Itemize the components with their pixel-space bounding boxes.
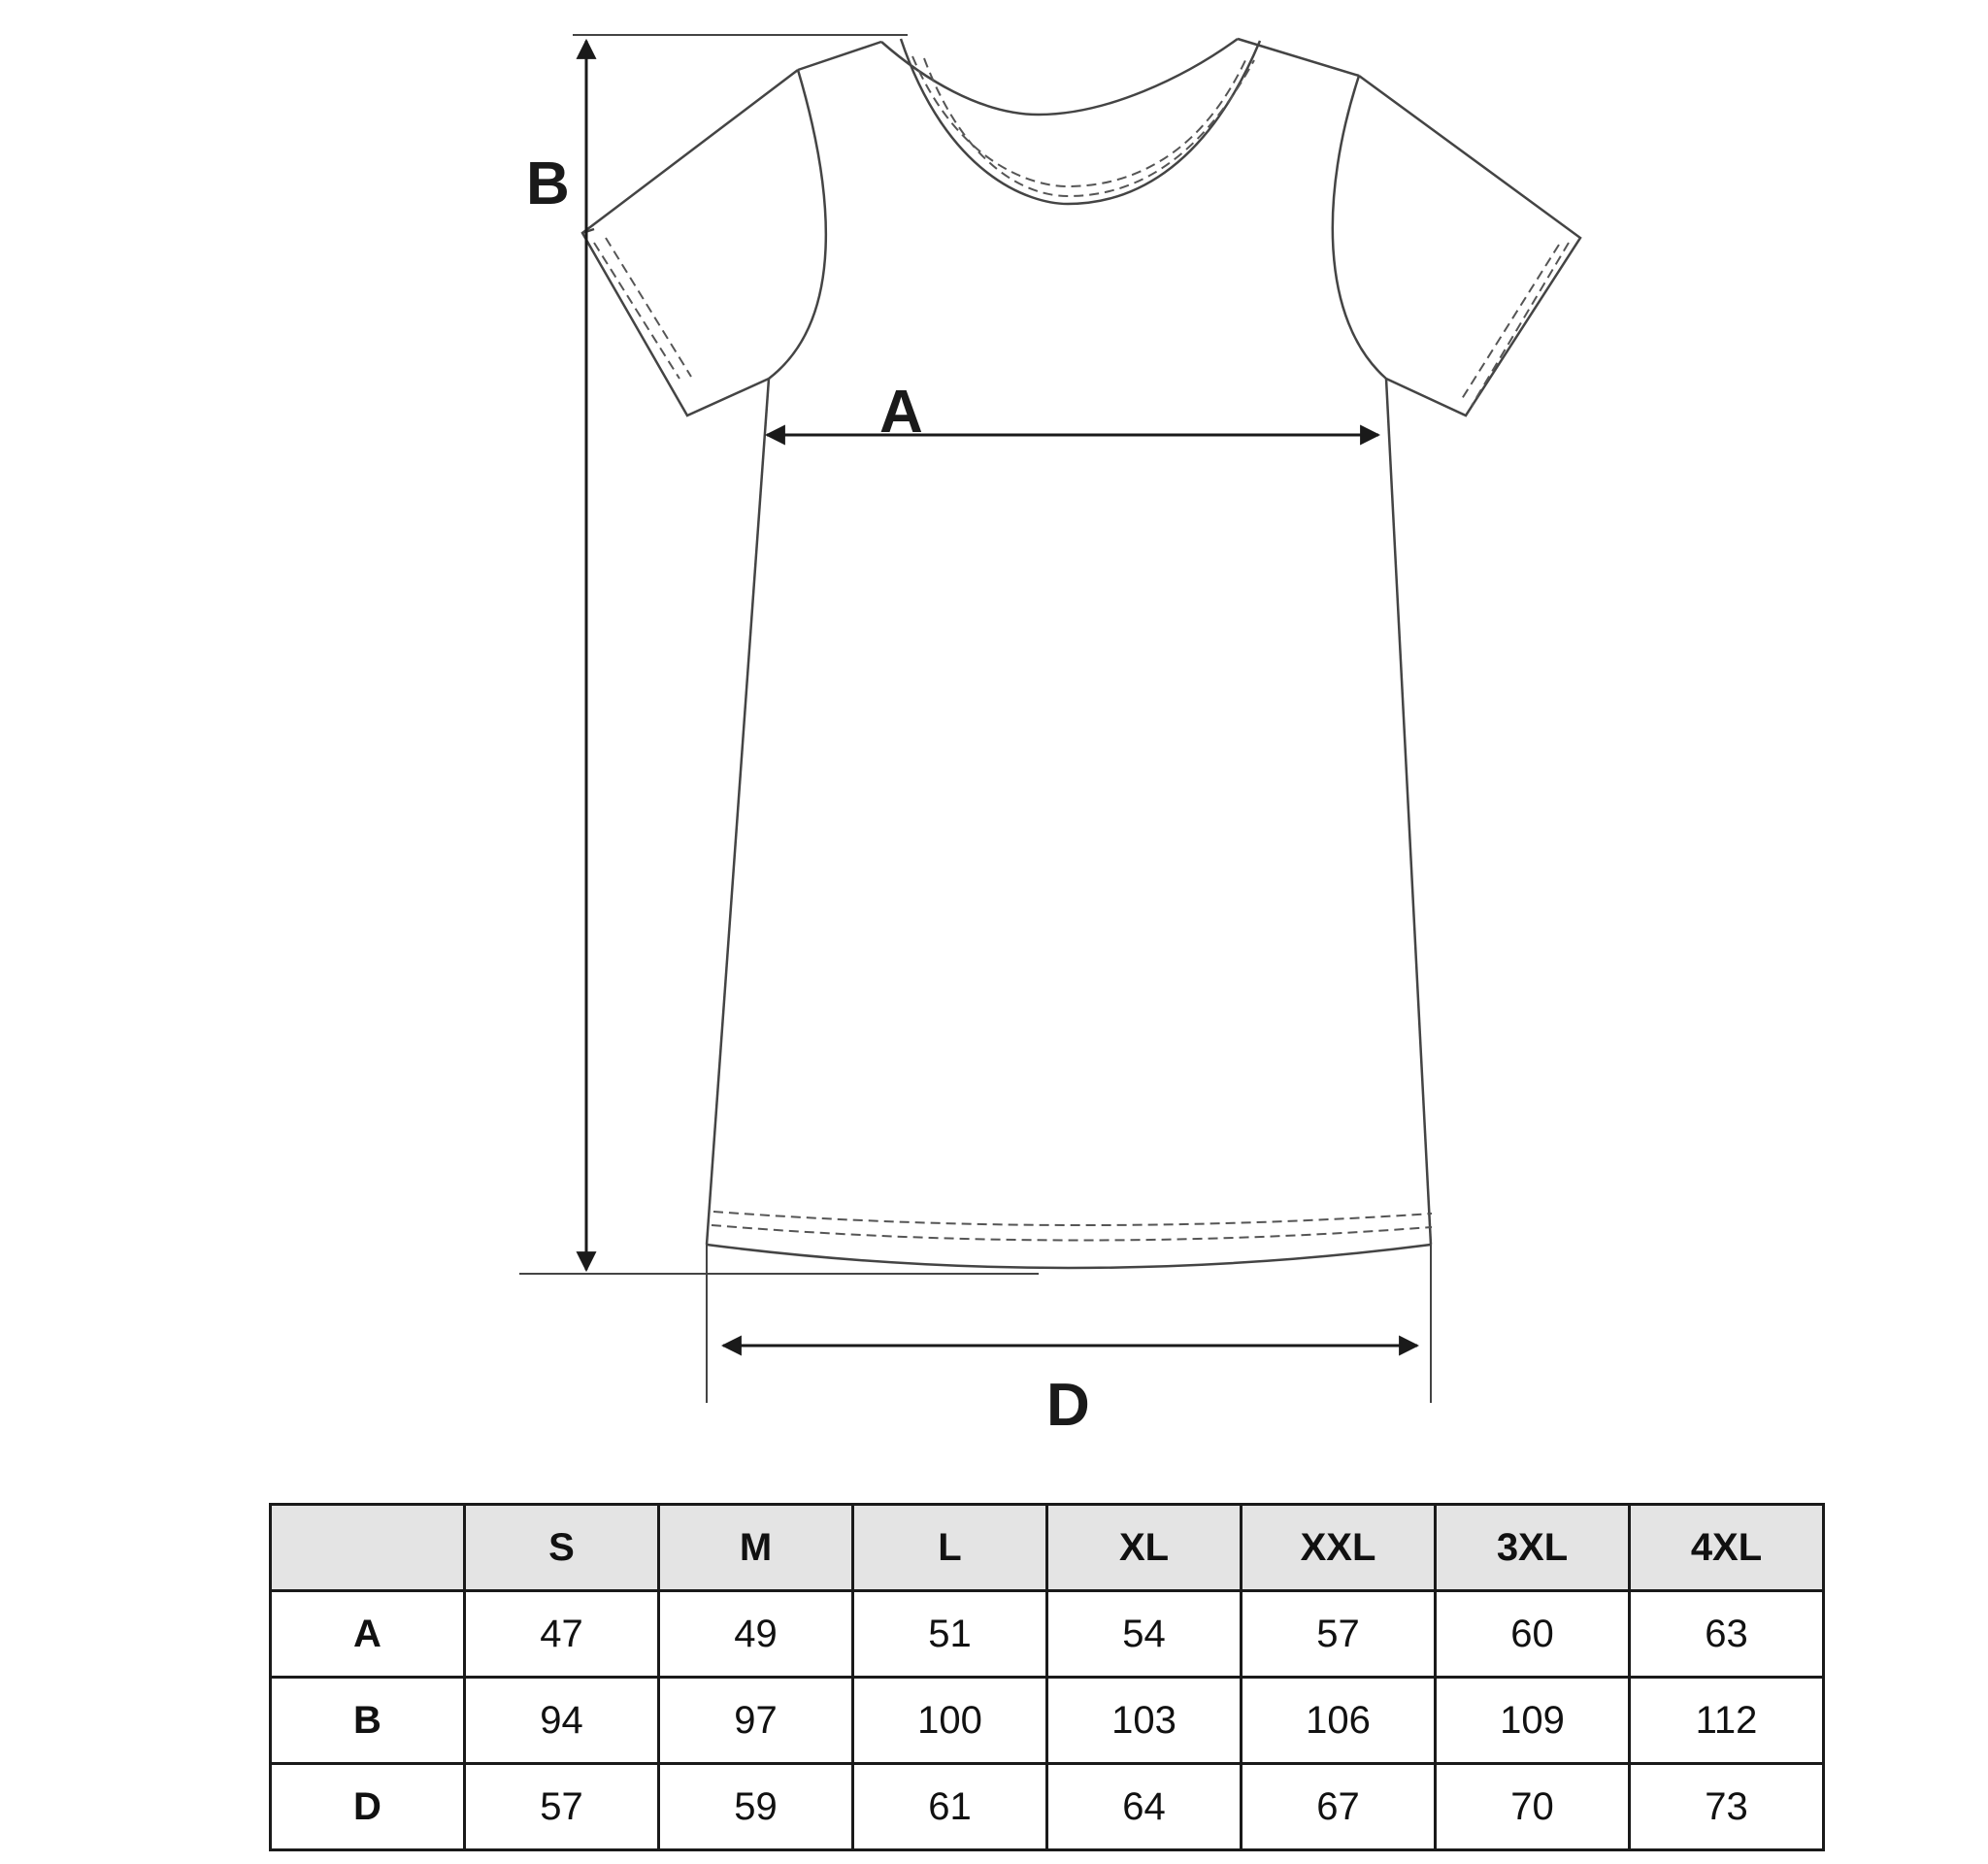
row-label: D: [271, 1764, 465, 1850]
size-header: S: [465, 1505, 659, 1591]
table-cell: 106: [1242, 1678, 1436, 1764]
size-header: L: [853, 1505, 1047, 1591]
table-cell: 57: [465, 1764, 659, 1850]
label-b: B: [526, 150, 570, 217]
table-cell: 47: [465, 1591, 659, 1678]
table-cell: 97: [659, 1678, 853, 1764]
table-cell: 64: [1047, 1764, 1242, 1850]
table-cell: 60: [1436, 1591, 1630, 1678]
row-label: A: [271, 1591, 465, 1678]
size-header: XXL: [1242, 1505, 1436, 1591]
corner-cell: [271, 1505, 465, 1591]
table-cell: 57: [1242, 1591, 1436, 1678]
table-cell: 109: [1436, 1678, 1630, 1764]
size-header: 4XL: [1630, 1505, 1824, 1591]
table-cell: 67: [1242, 1764, 1436, 1850]
table-row: [271, 1764, 1824, 1850]
table-cell: 112: [1630, 1678, 1824, 1764]
table-cell: 63: [1630, 1591, 1824, 1678]
table-cell: 70: [1436, 1764, 1630, 1850]
table-cell: 49: [659, 1591, 853, 1678]
table-cell: 61: [853, 1764, 1047, 1850]
garment-outline: [582, 39, 1580, 1268]
size-header: M: [659, 1505, 853, 1591]
table-cell: 94: [465, 1678, 659, 1764]
table-cell: 59: [659, 1764, 853, 1850]
table-row: [271, 1591, 1824, 1678]
label-d: D: [1046, 1372, 1090, 1439]
table-cell: 103: [1047, 1678, 1242, 1764]
label-a: A: [879, 379, 923, 446]
size-chart-table: [269, 1503, 1825, 1851]
size-header: 3XL: [1436, 1505, 1630, 1591]
size-header: XL: [1047, 1505, 1242, 1591]
row-label: B: [271, 1678, 465, 1764]
table-cell: 54: [1047, 1591, 1242, 1678]
table-row: [271, 1678, 1824, 1764]
table-cell: 73: [1630, 1764, 1824, 1850]
table-cell: 51: [853, 1591, 1047, 1678]
table-cell: 100: [853, 1678, 1047, 1764]
size-header-row: [271, 1505, 1824, 1591]
measure-guides: [519, 35, 1431, 1403]
